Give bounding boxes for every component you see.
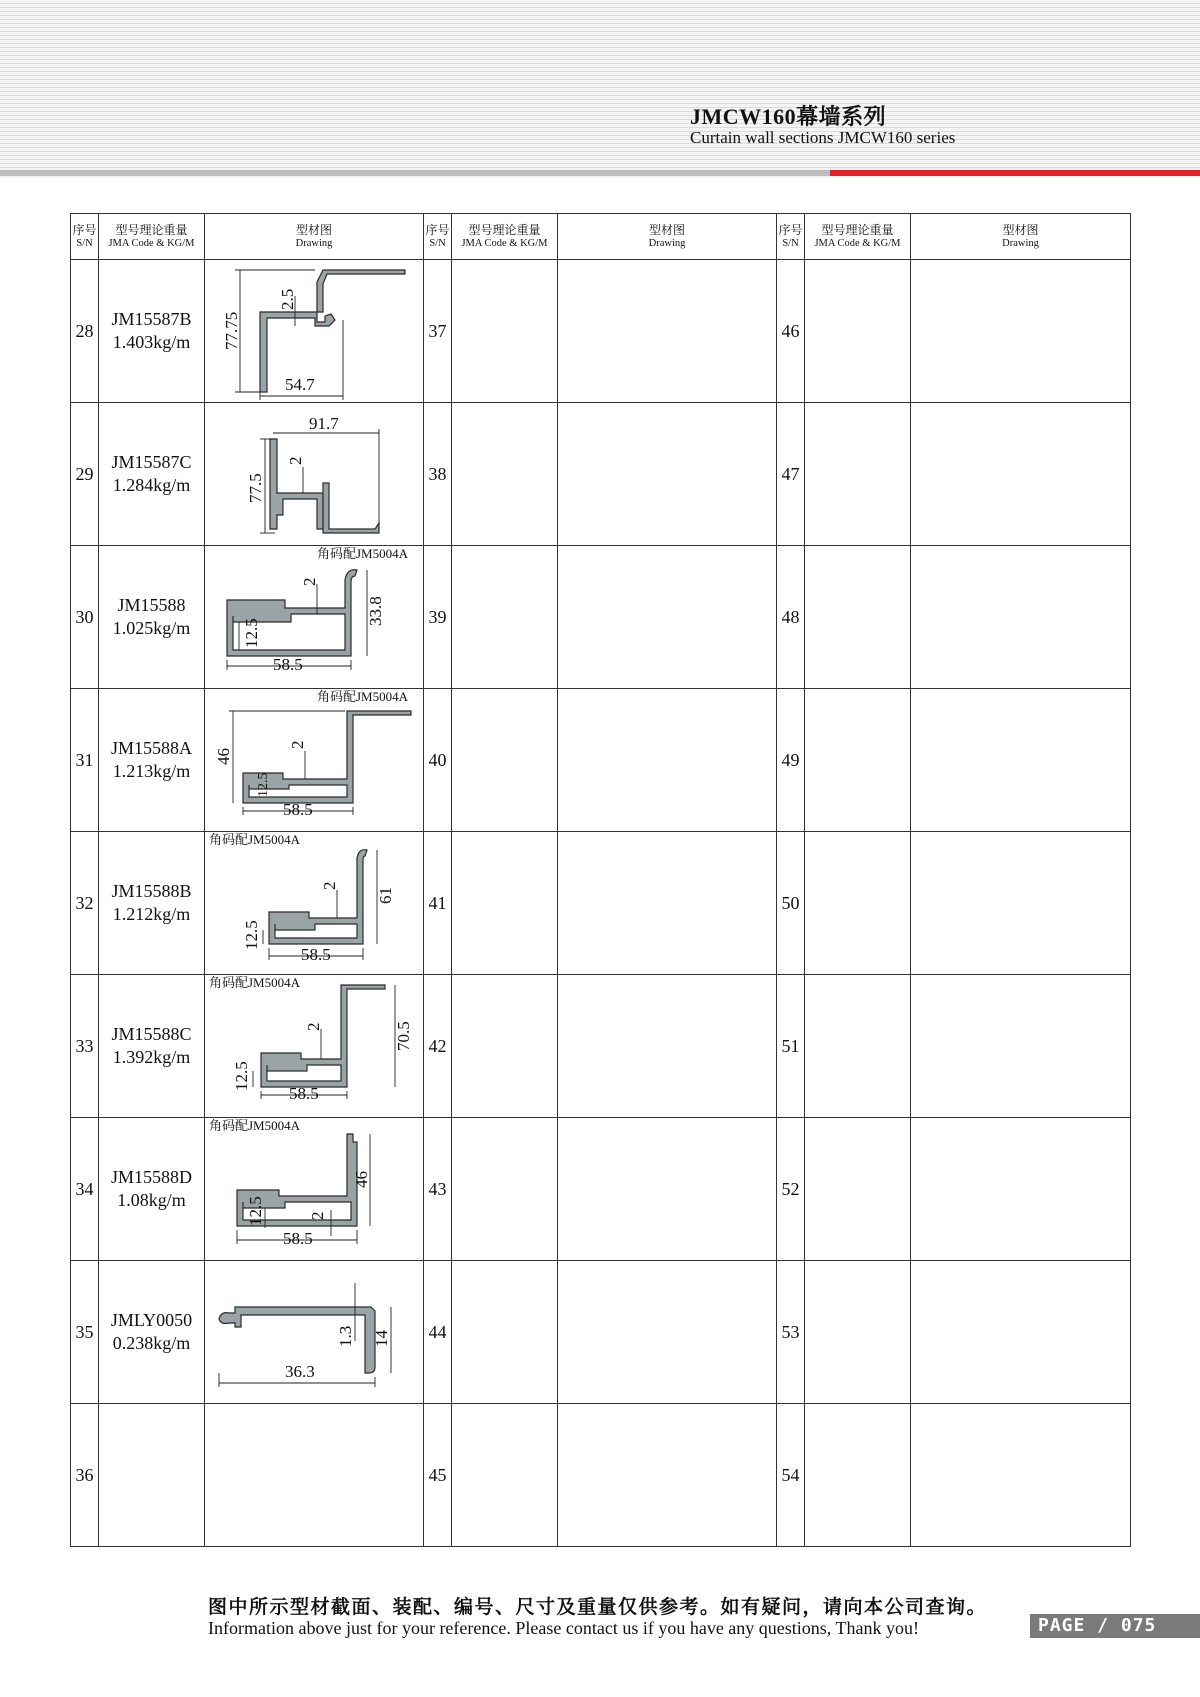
- drawing-cell: [911, 832, 1131, 975]
- dim-label: 36.3: [285, 1362, 315, 1381]
- dim-label: 2.5: [278, 288, 297, 310]
- profile-weight: 1.08kg/m: [117, 1190, 186, 1210]
- code-cell: [805, 1118, 911, 1261]
- sn-cell: 33: [71, 975, 99, 1118]
- code-cell: [452, 546, 558, 689]
- sn-cell: 34: [71, 1118, 99, 1261]
- dim-label: 1.3: [336, 1325, 355, 1347]
- profile-code: JM15587C: [111, 452, 192, 472]
- drawing-cell: [205, 1404, 424, 1547]
- profile-drawing: [205, 1261, 424, 1403]
- dim-label: 58.5: [273, 655, 303, 674]
- code-cell: [99, 1118, 205, 1261]
- sn-cell: 32: [71, 832, 99, 975]
- dim-label: 14: [372, 1330, 391, 1347]
- profile-drawing: [205, 546, 424, 688]
- code-cell: [452, 403, 558, 546]
- page-title: JMCW160幕墙系列: [690, 104, 887, 129]
- sn-cell: 46: [777, 260, 805, 403]
- code-cell: [99, 260, 205, 403]
- sn-cell: 50: [777, 832, 805, 975]
- drawing-cell: [558, 689, 777, 832]
- profile-weight: 1.025kg/m: [112, 618, 191, 638]
- header-accent-bar: [830, 170, 1200, 176]
- header-background: [0, 0, 1200, 178]
- code-cell: [452, 832, 558, 975]
- dim-label: 77.5: [246, 473, 265, 503]
- profile-weight: 1.284kg/m: [112, 475, 191, 495]
- sn-cell: 42: [424, 975, 452, 1118]
- code-cell: [99, 403, 205, 546]
- sn-cell: 44: [424, 1261, 452, 1404]
- sn-cell: 28: [71, 260, 99, 403]
- code-cell: [452, 1118, 558, 1261]
- header-sn: 序号 S/N: [71, 214, 99, 260]
- sn-cell: 52: [777, 1118, 805, 1261]
- dim-label: 33.8: [366, 596, 385, 626]
- drawing-cell: [558, 546, 777, 689]
- dim-label: 91.7: [309, 414, 339, 433]
- profile-code: JM15588B: [111, 881, 192, 901]
- code-cell: [452, 689, 558, 832]
- dim-label: 58.5: [283, 800, 313, 819]
- sn-cell: 29: [71, 403, 99, 546]
- profile-weight: 1.212kg/m: [112, 904, 191, 924]
- header-drawing: 型材图 Drawing: [558, 214, 777, 260]
- sn-cell: 51: [777, 975, 805, 1118]
- sn-cell: 43: [424, 1118, 452, 1261]
- header-sn: 序号 S/N: [424, 214, 452, 260]
- drawing-cell: [911, 546, 1131, 689]
- header-drawing: 型材图 Drawing: [205, 214, 424, 260]
- code-cell: [805, 975, 911, 1118]
- code-cell: [805, 403, 911, 546]
- profile-weight: 1.213kg/m: [112, 761, 191, 781]
- dim-label: 12.5: [256, 772, 271, 797]
- profile-code: JMLY0050: [110, 1310, 193, 1330]
- header-code: 型号理论重量 JMA Code & KG/M: [99, 214, 205, 260]
- code-cell: [99, 689, 205, 832]
- code-cell: [99, 1261, 205, 1404]
- footer-note-cn: 图中所示型材截面、装配、编号、尺寸及重量仅供参考。如有疑问，请向本公司查询。: [208, 1596, 988, 1618]
- drawing-cell: [205, 1261, 424, 1404]
- code-cell: [452, 975, 558, 1118]
- dim-label: 2: [286, 456, 305, 465]
- table-row: [71, 975, 1131, 1118]
- sn-cell: 30: [71, 546, 99, 689]
- corner-bracket-note: 角码配JM5004A: [317, 689, 409, 704]
- sn-cell: 41: [424, 832, 452, 975]
- drawing-cell: [205, 1118, 424, 1261]
- drawing-cell: [205, 832, 424, 975]
- sn-cell: 31: [71, 689, 99, 832]
- code-cell: [805, 832, 911, 975]
- profile-weight: 1.403kg/m: [112, 332, 191, 352]
- profile-drawing: [205, 689, 424, 831]
- dim-label: 70.5: [394, 1021, 413, 1051]
- drawing-cell: [558, 975, 777, 1118]
- dim-label: 2: [308, 1211, 327, 1220]
- drawing-cell: [558, 832, 777, 975]
- profile-drawing: [205, 832, 424, 974]
- footer-note-en: Information above just for your reference. Please contact us if you have any questions, Thank you!: [208, 1618, 919, 1638]
- drawing-cell: [558, 260, 777, 403]
- sn-cell: 36: [71, 1404, 99, 1547]
- code-cell: [805, 1261, 911, 1404]
- table-row: [71, 546, 1131, 689]
- dim-label: 2: [304, 1022, 323, 1031]
- profile-code: JM15588: [117, 595, 186, 615]
- drawing-cell: [205, 975, 424, 1118]
- corner-bracket-note: 角码配JM5004A: [209, 832, 301, 847]
- dim-label: 58.5: [301, 945, 331, 964]
- corner-bracket-note: 角码配JM5004A: [209, 1118, 301, 1133]
- sn-cell: 47: [777, 403, 805, 546]
- dim-label: 12.5: [242, 920, 261, 950]
- sn-cell: 38: [424, 403, 452, 546]
- dim-label: 2: [320, 881, 339, 890]
- dim-label: 61: [376, 887, 395, 904]
- table-row: [71, 1118, 1131, 1261]
- profile-weight: 0.238kg/m: [112, 1333, 191, 1353]
- code-cell: [805, 260, 911, 403]
- drawing-cell: [911, 1118, 1131, 1261]
- dim-label: 12.5: [242, 618, 261, 648]
- drawing-cell: [558, 1404, 777, 1547]
- code-cell: [99, 975, 205, 1118]
- table-row: [71, 832, 1131, 975]
- sn-cell: 53: [777, 1261, 805, 1404]
- sn-cell: 35: [71, 1261, 99, 1404]
- drawing-cell: [205, 546, 424, 689]
- code-cell: [805, 546, 911, 689]
- drawing-cell: [205, 403, 424, 546]
- code-cell: [99, 546, 205, 689]
- table-row: [71, 689, 1131, 832]
- sections-table: [70, 213, 1131, 1547]
- dim-label: 46: [352, 1171, 371, 1188]
- header-sn: 序号 S/N: [777, 214, 805, 260]
- table-row: [71, 403, 1131, 546]
- profile-drawing: [205, 1118, 424, 1260]
- page-number-badge: [1030, 1614, 1200, 1638]
- table-row: [71, 1261, 1131, 1404]
- dim-label: 12.5: [246, 1196, 265, 1226]
- dim-label: 2: [288, 740, 307, 749]
- header-code: 型号理论重量 JMA Code & KG/M: [805, 214, 911, 260]
- table-row: [71, 260, 1131, 403]
- table-row: [71, 1404, 1131, 1547]
- profile-weight: 1.392kg/m: [112, 1047, 191, 1067]
- code-cell: [452, 1261, 558, 1404]
- page-number: PAGE / 075: [1038, 1615, 1157, 1636]
- drawing-cell: [205, 689, 424, 832]
- drawing-cell: [911, 975, 1131, 1118]
- profile-drawing: [205, 403, 424, 545]
- dim-label: 2: [300, 577, 319, 586]
- drawing-cell: [911, 403, 1131, 546]
- code-cell: [805, 1404, 911, 1547]
- sn-cell: 54: [777, 1404, 805, 1547]
- sn-cell: 39: [424, 546, 452, 689]
- dim-label: 58.5: [289, 1084, 319, 1103]
- drawing-cell: [558, 1261, 777, 1404]
- drawing-cell: [205, 260, 424, 403]
- code-cell: [99, 1404, 205, 1547]
- sn-cell: 45: [424, 1404, 452, 1547]
- profile-code: JM15587B: [111, 309, 192, 329]
- code-cell: [805, 689, 911, 832]
- code-cell: [452, 1404, 558, 1547]
- drawing-cell: [911, 1261, 1131, 1404]
- table-header-row: [71, 214, 1131, 260]
- drawing-cell: [558, 1118, 777, 1261]
- code-cell: [452, 260, 558, 403]
- sn-cell: 49: [777, 689, 805, 832]
- dim-label: 12.5: [232, 1061, 251, 1091]
- dim-label: 58.5: [283, 1229, 313, 1248]
- drawing-cell: [911, 1404, 1131, 1547]
- page-subtitle: Curtain wall sections JMCW160 series: [690, 128, 956, 147]
- dim-label: 77.75: [222, 311, 241, 350]
- corner-bracket-note: 角码配JM5004A: [209, 975, 301, 990]
- dim-label: 46: [214, 748, 233, 765]
- header-code: 型号理论重量 JMA Code & KG/M: [452, 214, 558, 260]
- dim-label: 54.7: [285, 375, 315, 394]
- sn-cell: 48: [777, 546, 805, 689]
- drawing-cell: [558, 403, 777, 546]
- drawing-cell: [911, 260, 1131, 403]
- corner-bracket-note: 角码配JM5004A: [317, 546, 409, 561]
- drawing-cell: [911, 689, 1131, 832]
- profile-code: JM15588D: [110, 1167, 192, 1187]
- profile-code: JM15588A: [110, 738, 192, 758]
- profile-code: JM15588C: [111, 1024, 192, 1044]
- profile-drawing: [205, 975, 424, 1117]
- header-drawing: 型材图 Drawing: [911, 214, 1131, 260]
- code-cell: [99, 832, 205, 975]
- profile-drawing: [205, 260, 424, 402]
- sn-cell: 37: [424, 260, 452, 403]
- sn-cell: 40: [424, 689, 452, 832]
